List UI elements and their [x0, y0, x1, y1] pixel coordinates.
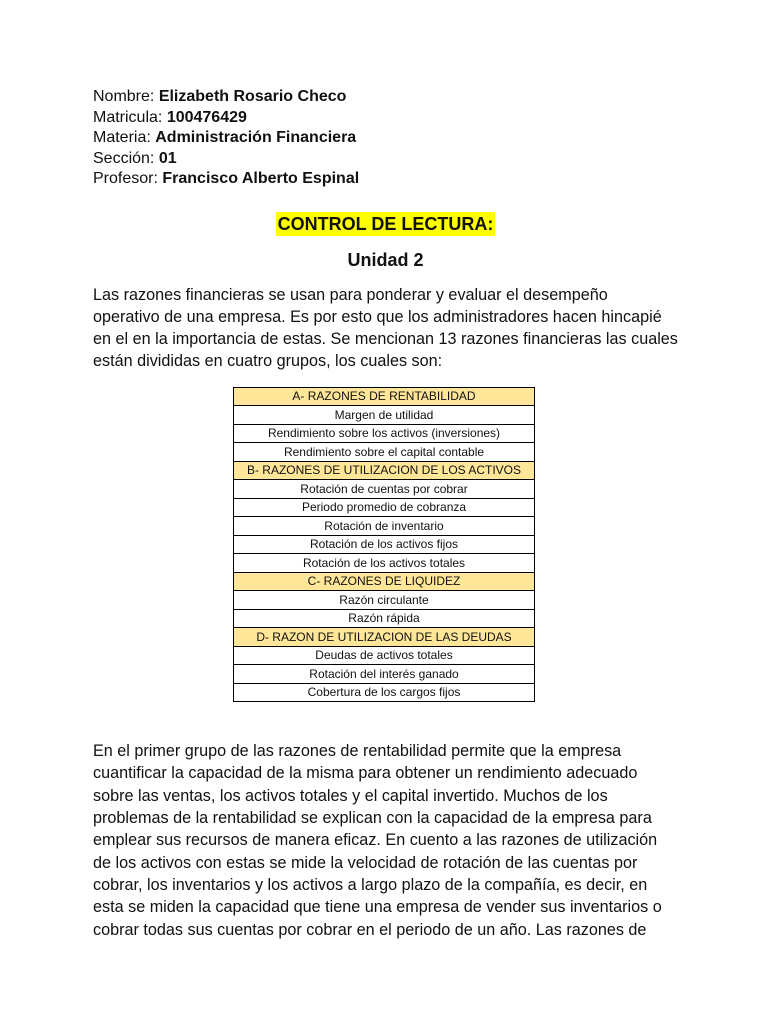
- table-cell: Rotación del interés ganado: [234, 665, 535, 684]
- profesor-label: Profesor:: [93, 170, 158, 187]
- table-row: [234, 535, 535, 554]
- table-group-row: [234, 572, 535, 591]
- table-cell: A- RAZONES DE RENTABILIDAD: [234, 387, 535, 406]
- table-row: [234, 498, 535, 517]
- table-cell: Periodo promedio de cobranza: [234, 498, 535, 517]
- matricula-label: Matricula:: [93, 108, 163, 126]
- matricula-line: [93, 108, 678, 129]
- seccion-line: [93, 149, 678, 170]
- table-cell: Rendimiento sobre los activos (inversiones): [234, 424, 535, 443]
- table-group-row: [234, 387, 535, 406]
- table-cell: C- RAZONES DE LIQUIDEZ: [234, 572, 535, 591]
- table-cell: Razón rápida: [234, 609, 535, 628]
- profesor-value: Francisco Alberto Espinal: [162, 170, 360, 187]
- table-row: [234, 517, 535, 536]
- table-group-row: [234, 628, 535, 647]
- table-row: [234, 665, 535, 684]
- table-cell: Cobertura de los cargos fijos: [234, 683, 535, 702]
- table-cell: Rendimiento sobre el capital contable: [234, 443, 535, 462]
- ratios-table: [233, 387, 535, 703]
- table-group-row: [234, 461, 535, 480]
- profesor-line: [93, 169, 678, 190]
- table-cell: D- RAZON DE UTILIZACION DE LAS DEUDAS: [234, 628, 535, 647]
- name-value: Elizabeth Rosario Checo: [158, 88, 347, 105]
- document-title: CONTROL DE LECTURA:: [277, 213, 494, 234]
- table-cell: Rotación de los activos totales: [234, 554, 535, 573]
- table-row: [234, 443, 535, 462]
- table-cell: Deudas de activos totales: [234, 646, 535, 665]
- seccion-value: 01: [158, 149, 177, 167]
- table-row: [234, 554, 535, 573]
- table-row: [234, 609, 535, 628]
- seccion-label: Sección:: [93, 149, 155, 167]
- body-paragraph: En el primer grupo de las razones de rentabilidad permite que la empresa cuantificar la capacidad de la misma para obtener un rendimiento adecuado sobre las ventas, los activos totales y el capital invertido. Muchos de los problemas de la rentabilidad se explican con la capacidad de la empresa para emplear sus recursos de manera eficaz. En cuento a las razones de utilización de los activos con estas se mide la velocidad de rotación de las cuentas por cobrar, los inventarios y los activos a largo plazo de la compañía, es decir, en esta se miden la capacidad que tiene una empresa de vender sus inventarios o cobrar todas sus cuentas por cobrar en el periodo de un año. Las razones de: [93, 742, 662, 939]
- name-label: Nombre:: [93, 88, 155, 105]
- table-row: [234, 646, 535, 665]
- table-row: [234, 683, 535, 702]
- table-cell: Razón circulante: [234, 591, 535, 610]
- table-row: [234, 424, 535, 443]
- name-line: [93, 87, 678, 108]
- intro-paragraph: Las razones financieras se usan para ponderar y evaluar el desempeño operativo de una empresa. Es por esto que los administradores hacen hincapié en el en la importancia de estas. Se mencionan 13 razones financieras las cuales están divididas en cuatro grupos, los cuales son:: [93, 285, 678, 371]
- document-page: [93, 87, 678, 941]
- table-cell: Rotación de inventario: [234, 517, 535, 536]
- table-row: [234, 480, 535, 499]
- title-container: [93, 212, 678, 236]
- matricula-value: 100476429: [166, 108, 247, 126]
- table-cell: Rotación de cuentas por cobrar: [234, 480, 535, 499]
- table-row: [234, 406, 535, 425]
- table-row: [234, 591, 535, 610]
- materia-line: [93, 128, 678, 149]
- table-cell: Margen de utilidad: [234, 406, 535, 425]
- table-cell: B- RAZONES DE UTILIZACION DE LOS ACTIVOS: [234, 461, 535, 480]
- document-subtitle: Unidad 2: [347, 249, 424, 270]
- materia-label: Materia:: [93, 129, 151, 146]
- student-info: [93, 87, 678, 190]
- materia-value: Administración Financiera: [155, 129, 357, 146]
- table-cell: Rotación de los activos fijos: [234, 535, 535, 554]
